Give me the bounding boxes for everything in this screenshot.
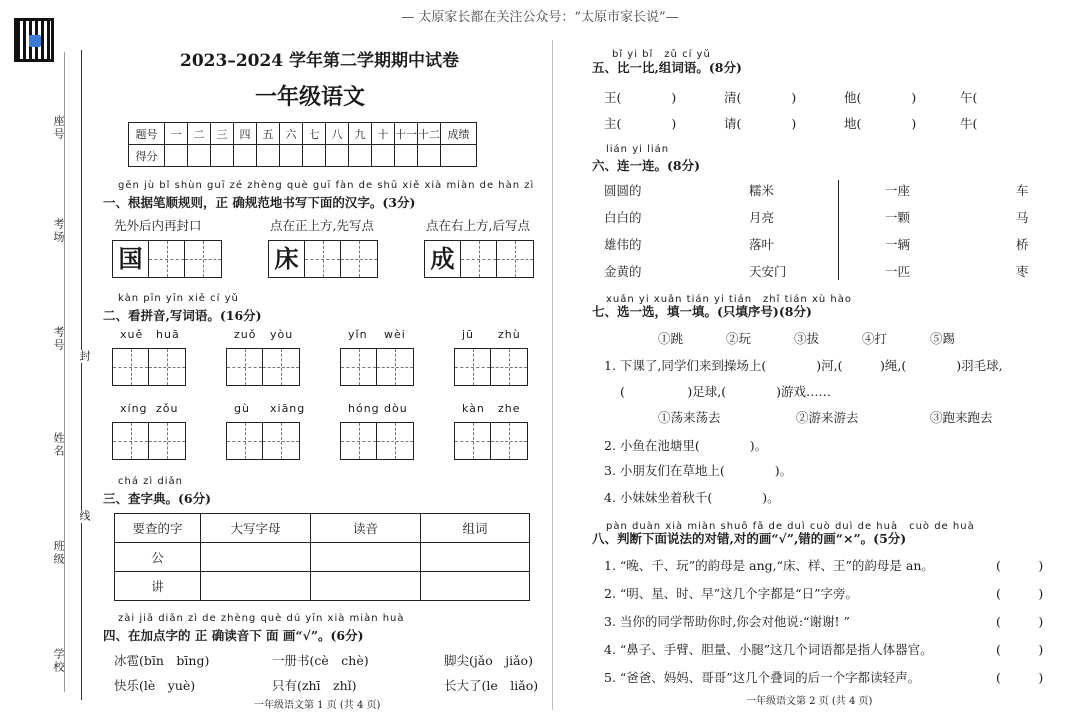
s3-pinyin: chá zì diǎn — [118, 476, 183, 487]
match-right-a: 一匹 — [885, 264, 911, 279]
judge-answer-paren: ( ) — [996, 642, 1044, 657]
judge-statement: 2. “明、星、时、早”这几个字都是“日”字旁。 — [604, 586, 858, 601]
score-cell — [395, 145, 418, 167]
score-header-cell: 二 — [188, 123, 211, 145]
match-left-a: 雄伟的 — [604, 237, 642, 252]
score-cell — [349, 145, 372, 167]
s4-item: 只有(zhī zhǐ) — [272, 678, 357, 693]
s6-pinyin: lián yi lián — [606, 144, 670, 155]
pinyin-syllable: kàn — [462, 402, 485, 415]
footer-page-1: 一年级语文第 1 页 (共 4 页) — [254, 700, 381, 711]
score-cell — [211, 145, 234, 167]
name-label: 姓名 — [52, 432, 65, 458]
page-divider — [552, 40, 553, 710]
seal-mark: 封 — [78, 350, 91, 363]
score-header-cell: 八 — [326, 123, 349, 145]
judge-answer-paren: ( ) — [996, 558, 1044, 573]
option-item: ②玩 — [726, 331, 752, 346]
match-left-b: 落叶 — [749, 237, 775, 252]
dictionary-table: 要查的字 大写字母 读音 组词 公 讲 — [114, 513, 530, 601]
score-table — [128, 122, 477, 167]
match-left-a: 圆圆的 — [604, 183, 642, 198]
score-header-cell: 四 — [234, 123, 257, 145]
score-cell — [418, 145, 441, 167]
pinyin-syllable: jū — [462, 328, 475, 341]
s8-pinyin: pàn duàn xià miàn shuō fǎ de duì cuò duì de huà cuò de huà — [606, 521, 975, 532]
option-item: ①荡来荡去 — [658, 410, 721, 425]
judge-answer-paren: ( ) — [996, 586, 1044, 601]
exam-title: 2023–2024 学年第二学期期中试卷 — [180, 51, 460, 71]
score-cell — [234, 145, 257, 167]
s7-q3: 3. 小朋友们在草地上( )。 — [604, 463, 793, 478]
judge-statement: 3. 当你的同学帮助你时,你会对他说:“谢谢! ” — [604, 614, 850, 629]
binding-line-inner — [64, 52, 65, 692]
writing-box — [454, 422, 528, 460]
s1-hint-2: 点在正上方,先写点 — [270, 218, 374, 233]
s7-q2: 2. 小鱼在池塘里( )。 — [604, 438, 768, 453]
watermark-text: — 太原家长都在关注公众号：“太原市家长说”— — [401, 10, 679, 25]
writing-box — [340, 422, 414, 460]
s4-title: 四、在加点字的 正 确读音下 面 画“√”。(6分) — [103, 628, 364, 643]
score-cell — [257, 145, 280, 167]
writing-box — [340, 348, 414, 386]
binding-line — [81, 50, 82, 700]
word-compare-item: 地( ) — [844, 116, 917, 131]
writing-box — [226, 422, 300, 460]
seat-label: 座号 — [52, 115, 65, 141]
score-cell — [280, 145, 303, 167]
s8-title: 八、判断下面说法的对错,对的画“√”,错的画“×”。(5分) — [592, 531, 907, 546]
class-label: 班级 — [52, 540, 65, 566]
s2-title: 二、看拼音,写词语。(16分) — [103, 308, 262, 323]
writing-box — [112, 348, 186, 386]
judge-statement: 5. “爸爸、妈妈、哥哥”这几个叠词的后一个字都读轻声。 — [604, 670, 921, 685]
qr-code-icon — [14, 18, 54, 62]
pinyin-syllable: wèi — [384, 328, 406, 341]
pinyin-syllable: xíng — [120, 402, 148, 415]
match-left-b: 月亮 — [749, 210, 775, 225]
option-item: ⑤踢 — [930, 331, 956, 346]
writing-box — [226, 348, 300, 386]
pinyin-syllable: zhe — [498, 402, 521, 415]
match-right-b: 枣 — [1016, 264, 1029, 279]
exam-room-label: 考场 — [52, 218, 65, 244]
score-cell: 得分 — [129, 145, 165, 167]
word-compare-item: 他( ) — [844, 90, 917, 105]
match-right-a: 一座 — [885, 183, 911, 198]
match-right-b: 桥 — [1016, 237, 1029, 252]
pinyin-syllable: xuě — [120, 328, 144, 341]
pinyin-syllable: hóng — [348, 402, 380, 415]
s4-item: 冰雹(bīn bīng) — [114, 653, 210, 668]
match-left-b: 天安门 — [749, 264, 787, 279]
s4-item: 长大了(le liǎo) — [444, 678, 539, 693]
score-cell — [326, 145, 349, 167]
judge-statement: 1. “晚、千、玩”的韵母是 ang,“床、样、王”的韵母是 an。 — [604, 558, 934, 573]
score-cell — [165, 145, 188, 167]
s1-title: 一、根据笔顺规则，正 确规范地书写下面的汉字。(3分) — [103, 195, 416, 210]
match-left-b: 糯米 — [749, 183, 775, 198]
s1-pinyin: gēn jù bǐ shùn guī zé zhèng què guī fàn de shū xiě xià miàn de hàn zì — [118, 180, 535, 191]
word-compare-item: 清( ) — [724, 90, 797, 105]
score-cell — [303, 145, 326, 167]
score-header-cell: 成绩 — [441, 123, 477, 145]
pinyin-syllable: xiāng — [270, 402, 306, 415]
exam-number-label: 考号 — [52, 326, 65, 352]
score-header-cell: 五 — [257, 123, 280, 145]
score-header-cell: 十二 — [418, 123, 441, 145]
char-box-2: 床 — [268, 240, 378, 278]
s4-pinyin: zài jiā diǎn zì de zhèng què dú yīn xià miàn huà — [118, 613, 405, 624]
writing-box — [454, 348, 528, 386]
s4-item: 脚尖(jǎo jiǎo) — [444, 653, 533, 668]
match-left-a: 金黄的 — [604, 264, 642, 279]
score-header-cell: 三 — [211, 123, 234, 145]
option-item: ③跑来跑去 — [930, 410, 993, 425]
match-divider — [838, 180, 839, 280]
s1-hint-3: 点在右上方,后写点 — [426, 218, 530, 233]
score-header-cell: 十一 — [395, 123, 418, 145]
s7-title: 七、选一选，填一填。(只填序号)(8分) — [592, 304, 812, 319]
char-box-1: 国 — [112, 240, 222, 278]
word-compare-item: 午( — [960, 90, 978, 105]
pinyin-syllable: huā — [156, 328, 180, 341]
pinyin-syllable: zǒu — [156, 402, 179, 415]
s3-title: 三、查字典。(6分) — [103, 491, 212, 506]
word-compare-item: 主( ) — [604, 116, 677, 131]
judge-answer-paren: ( ) — [996, 670, 1044, 685]
writing-box — [112, 422, 186, 460]
score-header-cell: 九 — [349, 123, 372, 145]
s7-q4: 4. 小妹妹坐着秋千( )。 — [604, 490, 780, 505]
option-item: ③拔 — [794, 331, 820, 346]
s2-pinyin: kàn pīn yīn xiě cí yǔ — [118, 293, 239, 304]
match-left-a: 白白的 — [604, 210, 642, 225]
s4-item: 一册书(cè chè) — [272, 653, 369, 668]
s6-title: 六、连一连。(8分) — [592, 158, 701, 173]
score-header-cell: 题号 — [129, 123, 165, 145]
word-compare-item: 牛( — [960, 116, 978, 131]
pinyin-syllable: zuǒ — [234, 328, 257, 341]
pinyin-syllable: yǐn — [348, 328, 368, 341]
school-label: 学校 — [52, 648, 65, 674]
s4-item: 快乐(lè yuè) — [114, 678, 196, 693]
line-mark: 线 — [78, 510, 91, 523]
score-header-cell: 六 — [280, 123, 303, 145]
pinyin-syllable: yòu — [270, 328, 294, 341]
judge-statement: 4. “鼻子、手臂、胆量、小腿”这几个词语都是指人体器官。 — [604, 642, 933, 657]
score-header-cell: 十 — [372, 123, 395, 145]
option-item: ②游来游去 — [796, 410, 859, 425]
judge-answer-paren: ( ) — [996, 614, 1044, 629]
score-header-cell: 一 — [165, 123, 188, 145]
pinyin-syllable: gù — [234, 402, 250, 415]
s7-q1b: ( )足球,( )游戏…… — [620, 384, 831, 399]
match-right-b: 车 — [1016, 183, 1029, 198]
s7-pinyin: xuǎn yi xuǎn tián yi tián zhǐ tián xù hào — [606, 294, 852, 305]
match-right-a: 一辆 — [885, 237, 911, 252]
score-cell — [441, 145, 477, 167]
word-compare-item: 王( ) — [604, 90, 677, 105]
match-right-b: 马 — [1016, 210, 1029, 225]
s1-hint-1: 先外后内再封口 — [114, 218, 202, 233]
option-item: ①跳 — [658, 331, 684, 346]
word-compare-item: 请( ) — [724, 116, 797, 131]
match-right-a: 一颗 — [885, 210, 911, 225]
score-header-cell: 七 — [303, 123, 326, 145]
score-cell — [372, 145, 395, 167]
footer-page-2: 一年级语文第 2 页 (共 4 页) — [746, 696, 873, 707]
pinyin-syllable: zhù — [498, 328, 521, 341]
pinyin-syllable: dòu — [384, 402, 408, 415]
s7-q1a: 1. 下课了,同学们来到操场上( )河,( )绳,( )羽毛球, — [604, 358, 1003, 373]
score-cell — [188, 145, 211, 167]
char-box-3: 成 — [424, 240, 534, 278]
exam-subtitle: 一年级语文 — [255, 84, 366, 110]
option-item: ④打 — [862, 331, 888, 346]
s5-pinyin: bǐ yi bǐ zǔ cí yǔ — [612, 49, 711, 60]
s5-title: 五、比一比,组词语。(8分) — [592, 60, 742, 75]
